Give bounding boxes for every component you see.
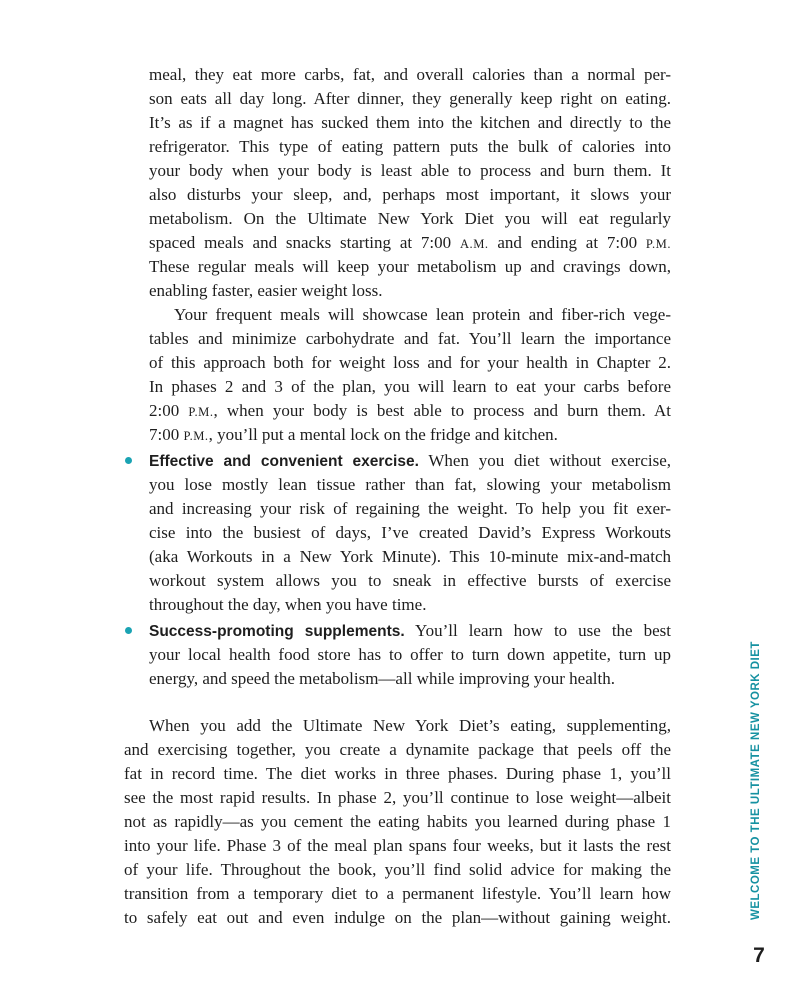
text-line: you lose mostly lean tissue rather than fat, slowing your metabolism [149,475,671,494]
bullet-dot-icon [125,627,132,634]
text-line: fat in record time. The diet works in three phases. During phase 1, you’ll [124,764,671,783]
text-line: your body when your body is least able to process and burn them. It [149,161,671,180]
text-line: Your frequent meals will showcase lean protein and fiber-rich vege- [174,305,671,324]
text-run: You’ll learn how to use the best [404,621,671,640]
text-line: your local health food store has to offer to turn down appetite, turn up [149,645,671,664]
text-run: 7:00 [149,425,184,444]
text-line: also disturbs your sleep, and, perhaps most important, it slows your [149,185,671,204]
small-caps-pm: P.M. [183,429,209,443]
text-line: meal, they eat more carbs, fat, and overall calories than a normal per- [149,65,671,84]
text-line [149,231,671,255]
small-caps-pm: P.M. [645,237,671,251]
text-line: enabling faster, easier weight loss. [149,281,383,300]
page-number: 7 [753,944,765,967]
text-run: and ending at 7:00 [488,233,646,252]
text-line: cise into the busiest of days, I’ve created David’s Express Workouts [149,523,671,542]
text-line: (aka Workouts in a New York Minute). This 10-minute mix-and-match [149,547,671,566]
bullet-heading: Effective and convenient exercise. [149,453,419,470]
text-line [149,619,671,643]
text-line: of your life. Throughout the book, you’ll find solid advice for making the [124,860,671,879]
text-line: and increasing your risk of regaining the weight. To help you fit exer- [149,499,671,518]
text-line: throughout the day, when you have time. [149,595,427,614]
text-line [149,449,671,473]
text-run: 2:00 [149,401,189,420]
text-run: spaced meals and snacks starting at 7:00 [149,233,460,252]
text-line: to safely eat out and even indulge on the plan—without gaining weight. [124,908,671,927]
text-line [149,423,671,447]
text-line: of this approach both for weight loss and for your health in Chapter 2. [149,353,671,372]
running-head-text: WELCOME TO THE ULTIMATE NEW YORK DIET [750,641,762,920]
text-line: workout system allows you to sneak in effective bursts of exercise [149,571,671,590]
text-line: energy, and speed the metabolism—all while improving your health. [149,669,615,688]
text-line: not as rapidly—as you cement the eating habits you learned during phase 1 [124,812,671,831]
text-line: When you add the Ultimate New York Diet’s eating, supplementing, [149,716,671,735]
text-line: and exercising together, you create a dynamite package that peels off the [124,740,671,759]
bullet-dot-icon [125,457,132,464]
text-line: refrigerator. This type of eating pattern puts the bulk of calories into [149,137,671,156]
small-caps-pm: P.M. [188,405,214,419]
text-run: When you diet without exercise, [418,451,672,470]
small-caps-am: A.M. [459,237,489,251]
text-run: , you’ll put a mental lock on the fridge and kitchen. [208,425,558,444]
text-run: , when your body is best able to process and burn them. At [213,401,671,420]
text-line: These regular meals will keep your metabolism up and cravings down, [149,257,671,276]
text-line: see the most rapid results. In phase 2, you’ll continue to lose weight—albeit [124,788,671,807]
text-line: son eats all day long. After dinner, they generally keep right on eating. [149,89,671,108]
text-line: It’s as if a magnet has sucked them into the kitchen and directly to the [149,113,671,132]
text-line: tables and minimize carbohydrate and fat. You’ll learn the importance [149,329,671,348]
bullet-heading: Success-promoting supplements. [149,623,405,640]
text-line: In phases 2 and 3 of the plan, you will learn to eat your carbs before [149,377,671,396]
text-line: metabolism. On the Ultimate New York Diet you will eat regularly [149,209,671,228]
text-line: into your life. Phase 3 of the meal plan spans four weeks, but it lasts the rest [124,836,671,855]
text-line: transition from a temporary diet to a permanent lifestyle. You’ll learn how [124,884,671,903]
text-line [149,399,671,423]
